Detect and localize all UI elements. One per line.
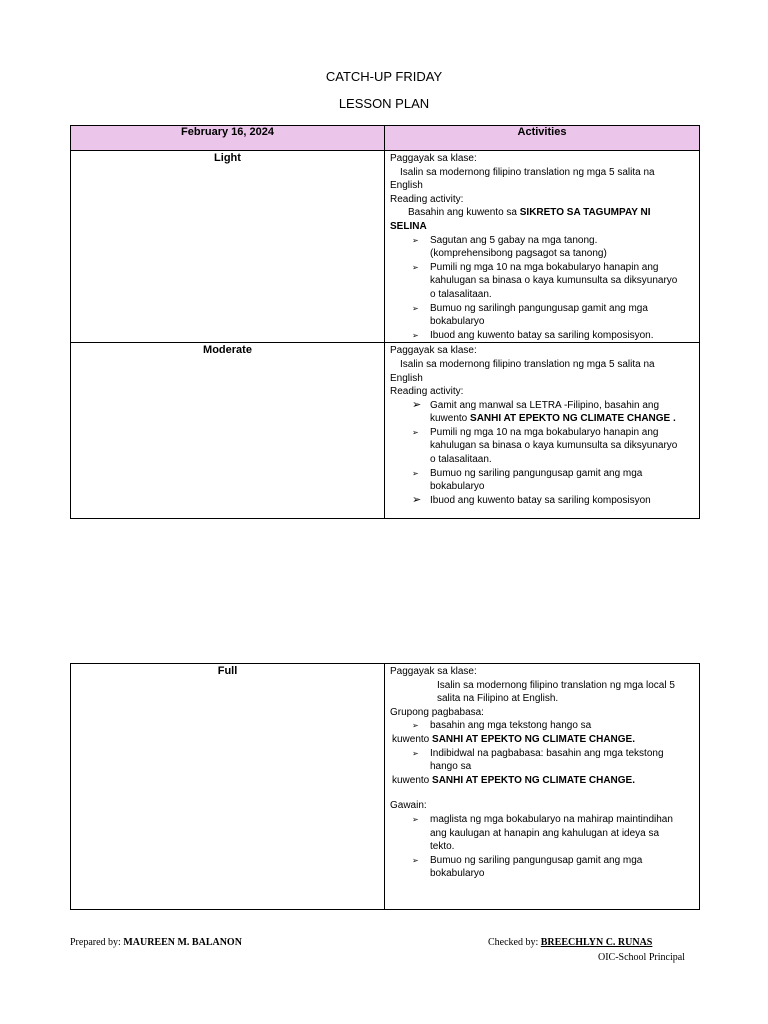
list-item: ➢ Bumuo ng sariling pangungusap gamit ang mga bokabularyo xyxy=(412,467,643,493)
list-item: ➢ Sagutan ang 5 gabay na mga tanong. (komprehensibong pagsagot sa tanong) xyxy=(412,234,607,260)
line xyxy=(390,206,695,220)
checked-label: Checked by: xyxy=(488,937,541,948)
line: English xyxy=(390,372,423,384)
arrow-bullet-icon: ➢ xyxy=(412,330,419,340)
arrow-bullet-icon: ➢ xyxy=(412,398,422,411)
line xyxy=(390,220,695,234)
arrow-bullet-icon: ➢ xyxy=(412,262,419,272)
line: Paggayak sa klase: xyxy=(390,666,477,677)
arrow-bullet-icon: ➢ xyxy=(412,493,422,506)
list-item: ➢ basahin ang mga tekstong hango sa xyxy=(412,720,592,732)
line: Paggayak sa klase: xyxy=(390,345,477,357)
story-title: SIKRETO SA TAGUMPAY NI xyxy=(519,207,651,219)
level-moderate: Moderate xyxy=(71,343,385,519)
prepared-name: MAUREEN M. BALANON xyxy=(123,937,242,948)
list-item: ➢ Bumuo ng sarilingh pangungusap gamit ang mga bokabularyo xyxy=(412,302,648,328)
line: Reading activity: xyxy=(390,193,464,205)
level-light: Light xyxy=(71,151,385,343)
list-item: ➢ Bumuo ng sariling pangungusap gamit ang mga bokabularyo xyxy=(412,854,643,880)
line: Isalin sa modernong filipino translation ng mga local 5 xyxy=(437,679,675,691)
table-header-row xyxy=(71,126,700,151)
list-item: ➢ maglista ng mga bokabularyo na mahirap maintindihan ang kaulugan at hanapin ang kahulugan at ideya sa tekto. xyxy=(412,813,673,853)
activities-full xyxy=(385,664,700,910)
story-title: SANHI AT EPEKTO NG CLIMATE CHANGE. xyxy=(432,733,635,745)
header-activities: Activities xyxy=(385,126,700,151)
list-item: ➢ Pumili ng mga 10 na mga bokabularyo hanapin ang kahulugan sa binasa o kaya kumunsulta sa diksyunaryo o talasalitaan. xyxy=(412,426,678,466)
story-title: SELINA xyxy=(390,220,427,232)
list-item: ➢ Ibuod ang kuwento batay sa sariling komposisyon. xyxy=(412,329,654,341)
arrow-bullet-icon: ➢ xyxy=(412,468,419,478)
line: salita na Filipino at English. xyxy=(437,693,559,705)
activities-light xyxy=(385,151,700,343)
story-title: SANHI AT EPEKTO NG CLIMATE CHANGE . xyxy=(470,413,676,425)
arrow-bullet-icon: ➢ xyxy=(412,235,419,245)
line: Gawain: xyxy=(390,800,427,812)
header-date: February 16, 2024 xyxy=(71,126,385,151)
text: Basahin ang kuwento sa xyxy=(408,207,520,219)
arrow-bullet-icon: ➢ xyxy=(412,855,419,865)
arrow-bullet-icon: ➢ xyxy=(412,748,419,758)
document-title: CATCH-UP FRIDAY xyxy=(325,69,443,84)
line: English xyxy=(390,180,423,192)
list-item: ➢ Gamit ang manwal sa LETRA -Filipino, basahin ang kuwento SANHI AT EPEKTO NG CLIMATE CHANGE . xyxy=(412,398,676,425)
spacer xyxy=(390,787,695,799)
checked-by xyxy=(488,937,652,948)
line: Paggayak sa klase: xyxy=(390,153,477,164)
arrow-bullet-icon: ➢ xyxy=(412,721,419,731)
line: Isalin sa modernong filipino translation ng mga 5 salita na xyxy=(400,358,655,370)
prepared-by xyxy=(70,937,242,948)
arrow-bullet-icon: ➢ xyxy=(412,427,419,437)
line: Reading activity: xyxy=(390,386,464,398)
table-row-full xyxy=(71,664,700,910)
line: Grupong pagbabasa: xyxy=(390,706,484,718)
list-item: ➢ Pumili ng mga 10 na mga bokabularyo hanapin ang kahulugan sa binasa o kaya kumunsulta sa diksyunaryo o talasalitaan. xyxy=(412,261,678,300)
line: Isalin sa modernong filipino translation ng mga 5 salita na xyxy=(400,166,655,178)
lesson-plan-table xyxy=(70,125,700,519)
table-row-light xyxy=(71,151,700,343)
checked-name: BREECHLYN C. RUNAS xyxy=(540,937,653,948)
arrow-bullet-icon: ➢ xyxy=(412,814,419,824)
list-item: ➢ Ibuod ang kuwento batay sa sariling komposisyon xyxy=(412,493,651,506)
document-subtitle: LESSON PLAN xyxy=(338,96,430,111)
prepared-label: Prepared by: xyxy=(70,937,124,948)
lesson-plan-table-continued xyxy=(70,663,700,910)
checked-position: OIC-School Principal xyxy=(598,952,685,963)
list-item: ➢ Indibidwal na pagbabasa: basahin ang mga tekstong hango sa xyxy=(412,747,664,773)
activities-moderate xyxy=(385,343,700,519)
arrow-bullet-icon: ➢ xyxy=(412,303,419,313)
level-full: Full xyxy=(71,664,385,910)
story-title: SANHI AT EPEKTO NG CLIMATE CHANGE. xyxy=(432,774,635,786)
line: kuwento SANHI AT EPEKTO NG CLIMATE CHANGE. xyxy=(392,733,635,745)
table-row-moderate xyxy=(71,343,700,519)
line: kuwento SANHI AT EPEKTO NG CLIMATE CHANGE. xyxy=(392,774,635,786)
